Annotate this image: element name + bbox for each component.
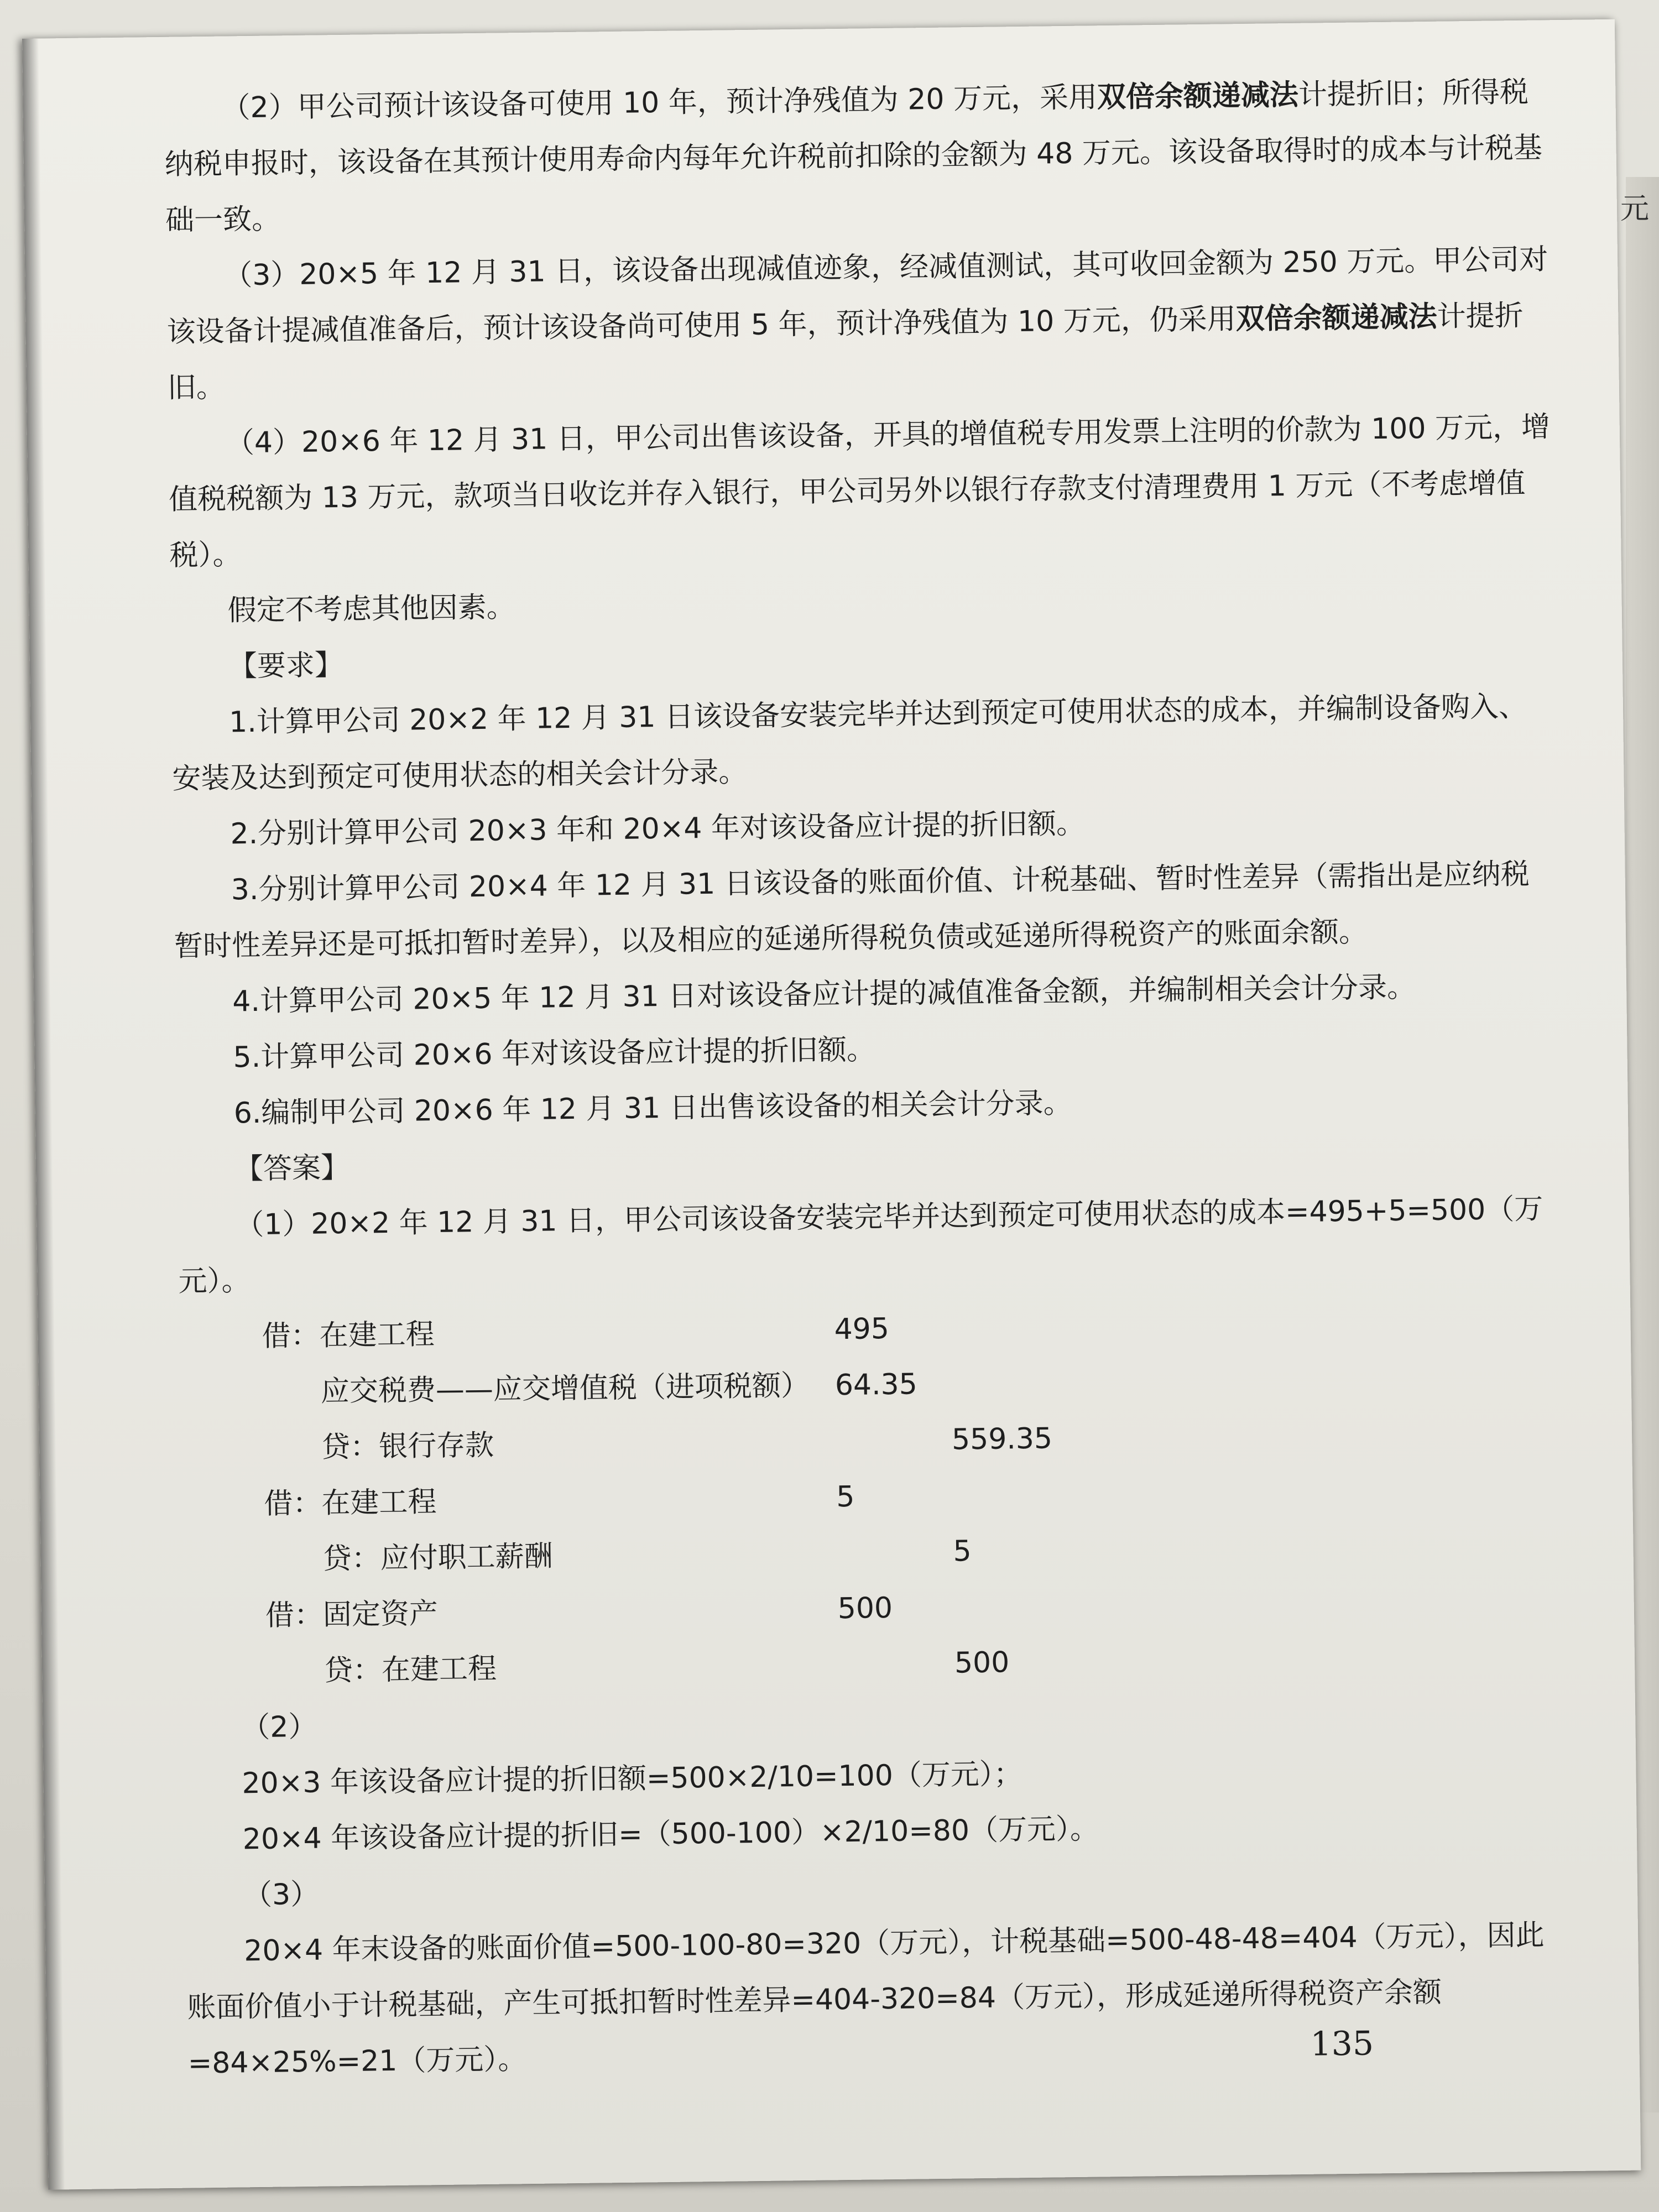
entry-credit: 5	[953, 1535, 972, 1568]
back-sheet-edge-char: 元	[1620, 192, 1650, 226]
assumption: 假定不考虑其他因素。	[227, 591, 516, 628]
page-content	[164, 64, 1571, 2091]
answer-2-heading: （2）	[241, 1710, 317, 1745]
bold-term: 双倍余额递减法	[1235, 300, 1438, 336]
entry-account: 贷：银行存款	[321, 1428, 494, 1464]
entry-account: 应交税费——应交增值税（进项税额）	[320, 1369, 810, 1408]
entry-debit: 64.35	[834, 1368, 918, 1402]
entry-account: 贷：在建工程	[324, 1652, 497, 1688]
answer-3-text: 20×4 年末设备的账面价值=500-100-80=320（万元），计税基础=500-48-48=404（万元），因此账面价值小于计税基础，产生可抵扣暂时性差异=404-320=84（万元），形成延递所得税资产余额=84×25%=21（万元）。	[187, 1918, 1545, 2080]
answer-heading: 【答案】	[234, 1151, 350, 1186]
entry-account: 贷：应付职工薪酬	[322, 1540, 553, 1576]
entry-account: 借：固定资产	[265, 1597, 439, 1632]
book-page	[22, 19, 1641, 2190]
requirement-item: 3.分别计算甲公司 20×4 年 12 月 31 日该设备的账面价值、计税基础、暂时性差异（需指出是应纳税暂时性差异还是可抵扣暂时差异），以及相应的延递所得税负债或延递所得税资产的账面余额。	[174, 857, 1530, 963]
entry-debit: 5	[836, 1480, 855, 1514]
answer-2-line: 20×3 年该设备应计提的折旧额=500×2/10=100（万元）；	[242, 1757, 1023, 1801]
entry-account: 借：在建工程	[262, 1318, 435, 1353]
entry-debit: 495	[834, 1312, 890, 1347]
entry-credit: 559.35	[951, 1422, 1053, 1457]
answer-2-line: 20×4 年该设备应计提的折旧=（500-100）×2/10=80（万元）。	[242, 1812, 1099, 1856]
requirement-item: 5.计算甲公司 20×6 年对该设备应计提的折旧额。	[233, 1033, 876, 1074]
condition-4: （4）20×6 年 12 月 31 日，甲公司出售该设备，开具的增值税专用发票上注明的价款为 100 万元，增值税税额为 13 万元，款项当日收讫并存入银行，甲公司另外以银行存款支付清理费用 1 万元（不考虑增值税）。	[168, 410, 1551, 572]
condition-3: （3）20×5 年 12 月 31 日，该设备出现减值迹象，经减值测试，其可收回金额为 250 万元。甲公司对该设备计提减值准备后，预计该设备尚可使用 5 年，预计净残值为 10 万元，仍采用双倍余额递减法计提折旧。	[166, 243, 1548, 405]
requirement-item: 6.编制甲公司 20×6 年 12 月 31 日出售该设备的相关会计分录。	[233, 1086, 1072, 1130]
condition-2: （2）甲公司预计该设备可使用 10 年，预计净残值为 20 万元，采用双倍余额递减法计提折旧；所得税纳税申报时，该设备在其预计使用寿命内每年允许税前扣除的金额为 48 万元。该设备取得时的成本与计税基础一致。	[164, 75, 1543, 237]
requirement-item: 2.分别计算甲公司 20×3 年和 20×4 年对该设备应计提的折旧额。	[230, 807, 1086, 851]
page-number: 135	[1310, 2024, 1374, 2064]
bold-term: 双倍余额递减法	[1097, 78, 1299, 114]
answer-3-heading: （3）	[243, 1877, 320, 1912]
answer-1-text: （1）20×2 年 12 月 31 日，甲公司该设备安装完毕并达到预定可使用状态的成本=495+5=500（万元）。	[178, 1192, 1543, 1298]
requirements-heading: 【要求】	[228, 648, 344, 684]
requirement-item: 1.计算甲公司 20×2 年 12 月 31 日该设备安装完毕并达到预定可使用状态的成本，并编制设备购入、安装及达到预定可使用状态的相关会计分录。	[172, 690, 1528, 796]
entry-debit: 500	[837, 1591, 893, 1626]
entry-account: 借：在建工程	[264, 1485, 437, 1521]
requirement-item: 4.计算甲公司 20×5 年 12 月 31 日对该设备应计提的减值准备金额，并编制相关会计分录。	[232, 971, 1416, 1019]
entry-credit: 500	[954, 1646, 1010, 1680]
